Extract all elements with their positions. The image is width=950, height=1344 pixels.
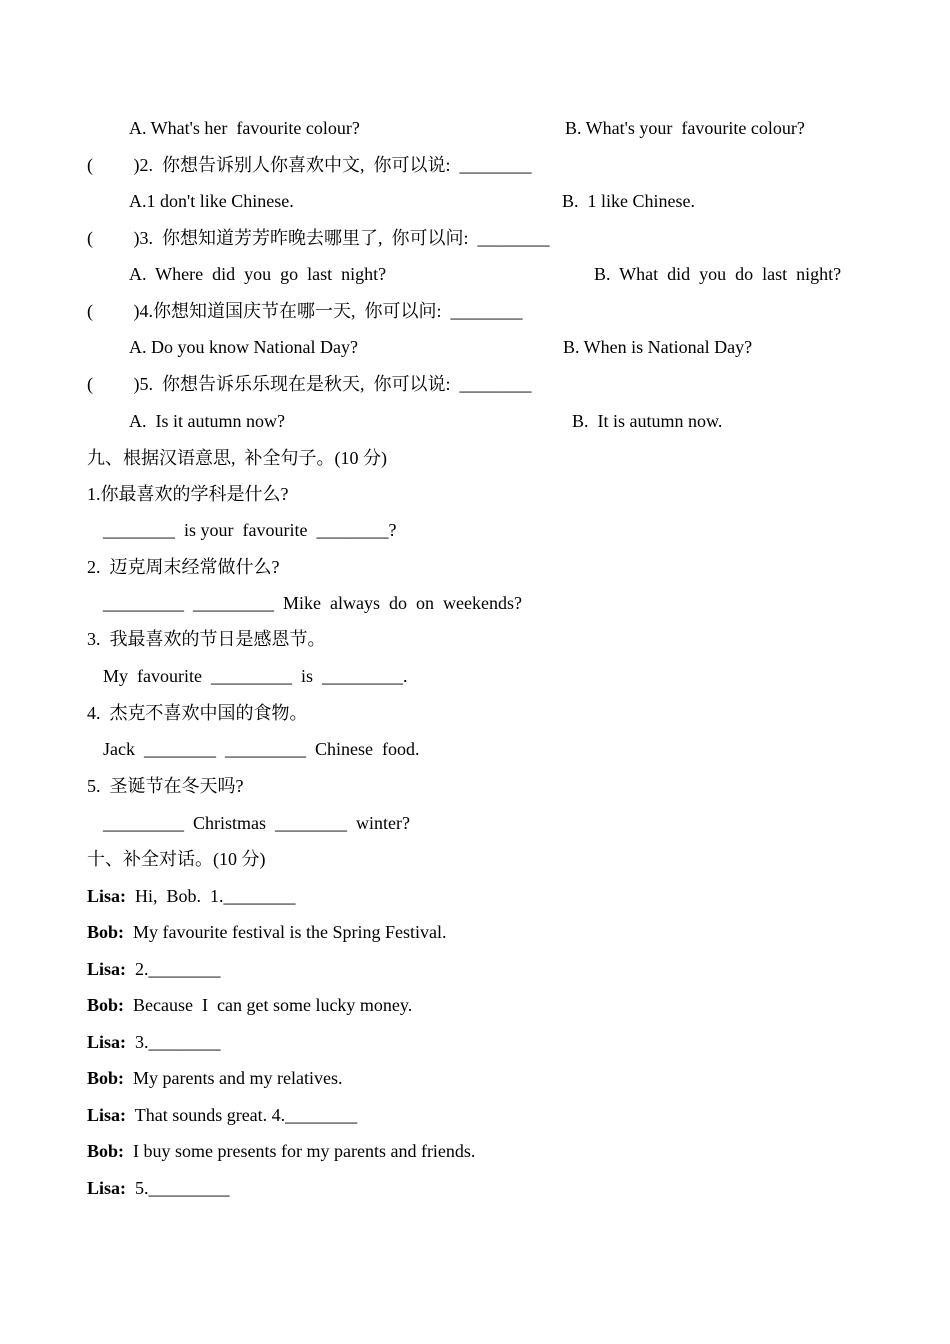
- utterance: 3.________: [135, 1032, 221, 1052]
- q4-option-a: A. Do you know National Day?: [129, 337, 358, 357]
- s9-item5-cn: 5. 圣诞节在冬天吗?: [87, 776, 244, 796]
- s9-item5-en: _________ Christmas ________ winter?: [103, 813, 410, 833]
- speaker: Lisa:: [87, 886, 127, 906]
- q3-stem: ( )3. 你想知道芳芳昨晚去哪里了, 你可以问: ________: [87, 228, 550, 248]
- s9-item4-en: Jack ________ _________ Chinese food.: [103, 739, 420, 759]
- s9-item3-en: My favourite _________ is _________.: [103, 666, 408, 686]
- dialogue-line-7: [87, 1104, 357, 1126]
- q3-option-b: B. What did you do last night?: [594, 264, 842, 284]
- q3-option-a: A. Where did you go last night?: [129, 264, 387, 284]
- s9-item1-cn: 1.你最喜欢的学科是什么?: [87, 484, 289, 504]
- speaker: Bob:: [87, 1068, 125, 1088]
- dialogue-line-1: [87, 885, 296, 907]
- q4-stem: ( )4.你想知道国庆节在哪一天, 你可以问: ________: [87, 301, 523, 321]
- speaker: Lisa:: [87, 1032, 127, 1052]
- utterance: My parents and my relatives.: [133, 1068, 343, 1088]
- q2-option-b: B. 1 like Chinese.: [562, 191, 695, 211]
- dialogue-line-9: [87, 1177, 230, 1199]
- utterance: 2.________: [135, 959, 221, 979]
- speaker: Bob:: [87, 995, 125, 1015]
- s9-item1-en: ________ is your favourite ________?: [103, 520, 397, 540]
- speaker: Lisa:: [87, 959, 127, 979]
- q5-option-b: B. It is autumn now.: [572, 411, 723, 431]
- dialogue-line-4: [87, 994, 412, 1016]
- utterance: I buy some presents for my parents and friends.: [133, 1141, 476, 1161]
- q5-option-a: A. Is it autumn now?: [129, 411, 285, 431]
- utterance: That sounds great. 4.________: [134, 1105, 358, 1125]
- speaker: Lisa:: [87, 1105, 127, 1125]
- utterance: Because I can get some lucky money.: [133, 995, 413, 1015]
- section10-heading: 十、补全对话。(10 分): [87, 849, 266, 869]
- s9-item4-cn: 4. 杰克不喜欢中国的食物。: [87, 703, 308, 723]
- s9-item3-cn: 3. 我最喜欢的节日是感恩节。: [87, 629, 326, 649]
- dialogue-line-3: [87, 958, 221, 980]
- q2-stem: ( )2. 你想告诉别人你喜欢中文, 你可以说: ________: [87, 155, 532, 175]
- section9-heading: 九、根据汉语意思, 补全句子。(10 分): [87, 448, 387, 468]
- q1-option-a: A. What's her favourite colour?: [129, 118, 360, 138]
- utterance: 5._________: [135, 1178, 230, 1198]
- utterance: My favourite festival is the Spring Festival.: [133, 922, 447, 942]
- s9-item2-en: _________ _________ Mike always do on weekends?: [103, 593, 522, 613]
- dialogue-line-2: [87, 921, 446, 943]
- s9-item2-cn: 2. 迈克周末经常做什么?: [87, 557, 280, 577]
- q5-stem: ( )5. 你想告诉乐乐现在是秋天, 你可以说: ________: [87, 374, 532, 394]
- dialogue-line-6: [87, 1067, 342, 1089]
- utterance: Hi, Bob. 1.________: [135, 886, 296, 906]
- speaker: Bob:: [87, 922, 125, 942]
- speaker: Lisa:: [87, 1178, 127, 1198]
- q2-option-a: A.1 don't like Chinese.: [129, 191, 294, 211]
- dialogue-line-8: [87, 1140, 475, 1162]
- q1-option-b: B. What's your favourite colour?: [565, 118, 805, 138]
- q4-option-b: B. When is National Day?: [563, 337, 753, 357]
- dialogue-line-5: [87, 1031, 221, 1053]
- speaker: Bob:: [87, 1141, 125, 1161]
